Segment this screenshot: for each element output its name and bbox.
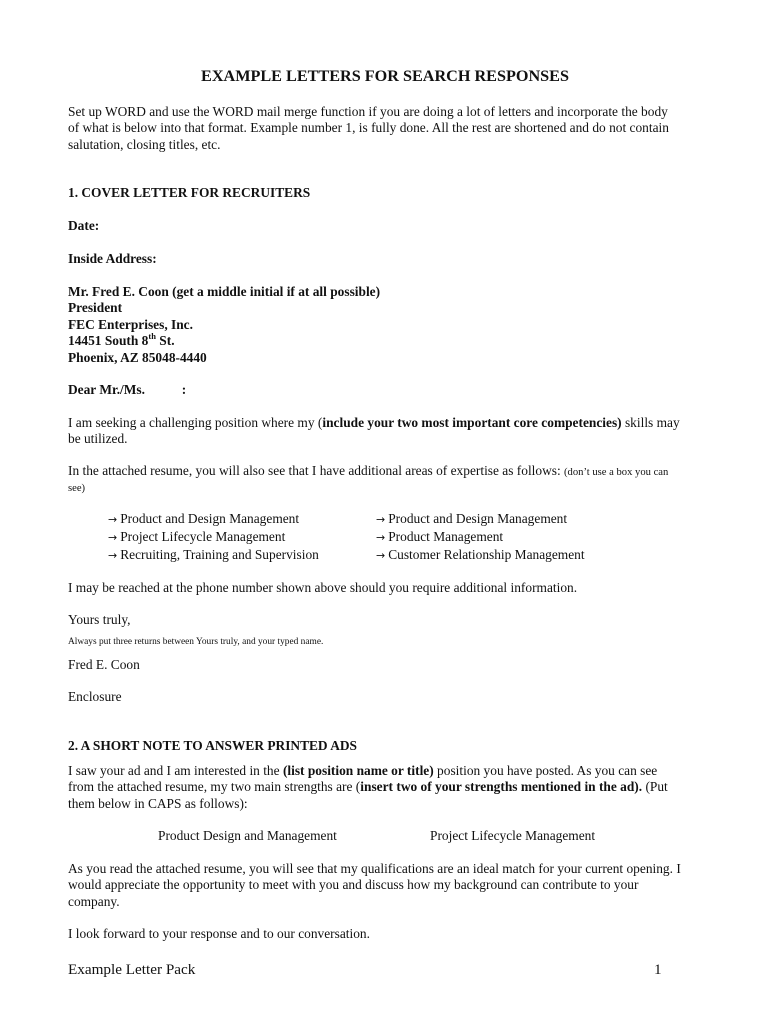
signature-name: Fred E. Coon <box>68 657 140 672</box>
list-item: → Recruiting, Training and Supervision → Customer Relationship Management <box>108 547 585 562</box>
address-name: Mr. Fred E. Coon (get a middle initial if at all possible) <box>68 284 381 299</box>
ad-paragraph-3: I look forward to your response and to our conversation. <box>68 926 370 941</box>
section1-heading: 1. COVER LETTER FOR RECRUITERS <box>68 185 311 200</box>
arrow-right-icon: → <box>376 549 386 562</box>
arrow-right-icon: → <box>108 513 118 526</box>
list-item: → Project Lifecycle Management → Product Management <box>108 529 504 544</box>
inside-address-block <box>68 284 708 366</box>
strength-right: Project Lifecycle Management <box>430 828 596 843</box>
document-title: EXAMPLE LETTERS FOR SEARCH RESPONSES <box>201 67 569 85</box>
closing: Yours truly, <box>68 612 131 627</box>
arrow-right-icon: → <box>108 549 118 562</box>
ad-paragraph-1: I saw your ad and I am interested in the (list position name or title) position you have posted. As you can see from the attached resume, my two main strengths are (insert two of your strengths mentioned in the ad). (Put them below in CAPS as follows): <box>68 763 668 811</box>
list-item: → Product and Design Management → Product and Design Management <box>108 511 568 526</box>
address-company: FEC Enterprises, Inc. <box>68 316 193 332</box>
page-number: 1 <box>654 961 662 978</box>
arrow-right-icon: → <box>376 513 386 526</box>
intro-line: salutation, closing titles, etc. <box>68 136 221 152</box>
intro-line: Set up WORD and use the WORD mail merge function if you are doing a lot of letters and incorporate the body <box>68 104 668 119</box>
arrow-right-icon: → <box>108 531 118 544</box>
enclosure-line: Enclosure <box>68 689 122 704</box>
address-title: President <box>68 300 123 316</box>
reach-paragraph: I may be reached at the phone number shown above should you require additional information. <box>68 580 578 595</box>
arrow-right-icon: → <box>376 531 386 544</box>
intro-line: of what is below into that format. Example number 1, is fully done. All the rest are shortened and do not contain <box>68 120 669 136</box>
expertise-list <box>108 511 668 565</box>
intro-paragraph <box>68 104 708 153</box>
strength-left: Product Design and Management <box>158 828 337 843</box>
cover-paragraph-1: I am seeking a challenging position where my (include your two most important core competencies) skills may be utilized. <box>68 415 680 447</box>
closing-note: Always put three returns between Yours truly, and your typed name. <box>68 637 324 647</box>
address-street: 14451 South 8th St. <box>68 330 175 349</box>
section2-heading: 2. A SHORT NOTE TO ANSWER PRINTED ADS <box>68 738 358 753</box>
cover-paragraph-2: In the attached resume, you will also see that I have additional areas of expertise as follows: (don’t use a box you can see) <box>68 463 669 495</box>
date-label: Date: <box>68 218 100 233</box>
address-city: Phoenix, AZ 85048-4440 <box>68 349 207 365</box>
ad-paragraph-2: As you read the attached resume, you will see that my qualifications are an ideal match for your current opening. I would appreciate the opportunity to meet with you and discuss how my background can contribute to your company. <box>68 861 681 909</box>
footer-title: Example Letter Pack <box>68 961 196 978</box>
salutation: Dear Mr./Ms. : <box>68 382 187 397</box>
inside-address-label: Inside Address: <box>68 251 157 266</box>
